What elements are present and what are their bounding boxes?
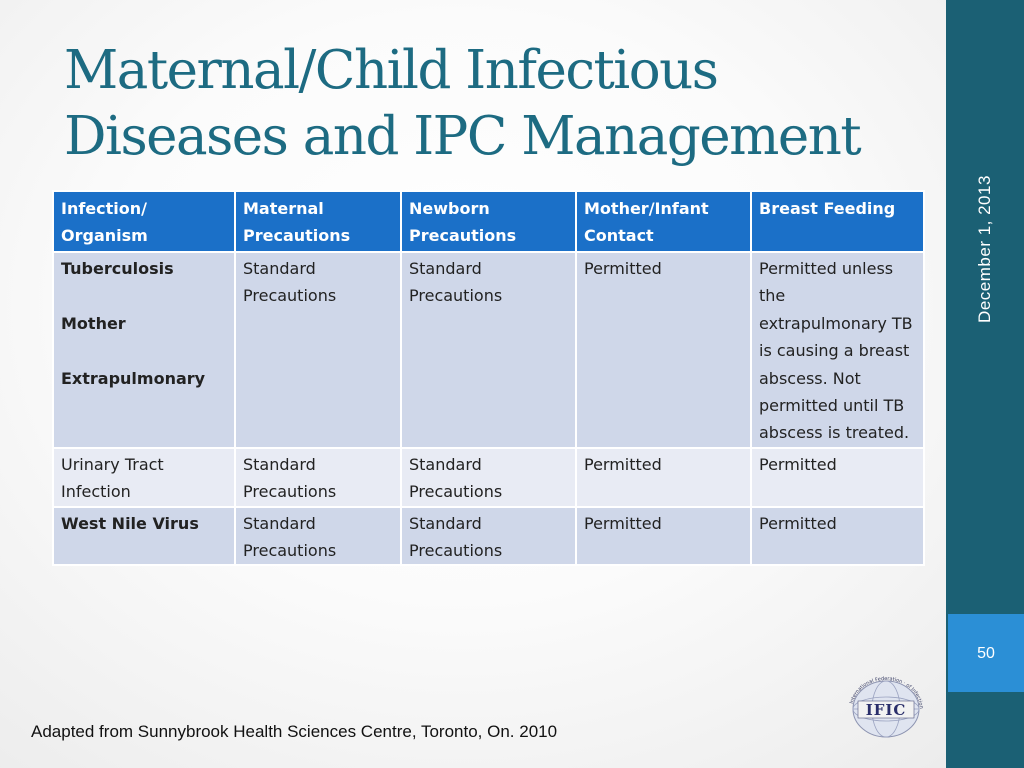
cell-line: Standard: [409, 259, 482, 278]
logo-ring-text: International Federation · of Infection: [848, 676, 925, 710]
contact-cell: [576, 252, 751, 448]
ipc-management-table: [52, 190, 925, 566]
maternal-cell: [235, 507, 401, 566]
cell-line: Precautions: [243, 482, 337, 502]
ific-logo-graphic: [838, 676, 934, 740]
organism-cell: [53, 252, 235, 448]
cell-line: the: [759, 286, 786, 306]
newborn-cell: [401, 448, 576, 507]
breastfeeding-cell: [751, 252, 924, 448]
maternal-cell: [235, 252, 401, 448]
ific-logo: [838, 676, 934, 740]
cell-line: Permitted: [584, 454, 662, 474]
header-line: Infection/: [61, 199, 147, 218]
cell-line: Mother: [61, 313, 126, 333]
logo-text: IFIC: [865, 701, 907, 719]
header-line: Maternal: [243, 199, 324, 218]
header-line: Mother/Infant: [584, 199, 709, 218]
header-line: Precautions: [409, 226, 517, 246]
header-organism: [53, 191, 235, 252]
header-maternal: [235, 191, 401, 252]
cell-line: abscess is treated.: [759, 423, 910, 443]
cell-line: Urinary Tract: [61, 454, 164, 474]
cell-line: West Nile Virus: [61, 513, 199, 533]
organism-cell: [53, 448, 235, 507]
slide-title: Maternal/Child Infectious Diseases and IPC Management: [64, 40, 861, 167]
newborn-cell: [401, 252, 576, 448]
breastfeeding-cell: [751, 507, 924, 566]
cell-line: Extrapulmonary: [61, 368, 206, 388]
header-line: Breast Feeding: [759, 199, 896, 218]
cell-line: [61, 282, 228, 309]
cell-line: Precautions: [409, 482, 503, 502]
table-row: [53, 507, 924, 566]
slide-date: December 1, 2013: [975, 175, 994, 323]
header-line: Contact: [584, 226, 654, 246]
cell-line: abscess. Not: [759, 368, 861, 388]
source-note: Adapted from Sunnybrook Health Sciences Centre, Toronto, On. 2010: [31, 722, 558, 741]
cell-line: Permitted unless: [759, 259, 894, 278]
table-header-row: [53, 191, 924, 252]
header-contact: [576, 191, 751, 252]
breastfeeding-cell: [751, 448, 924, 507]
cell-line: permitted until TB: [759, 396, 905, 416]
organism-cell: [53, 507, 235, 566]
header-newborn: [401, 191, 576, 252]
cell-line: Precautions: [243, 286, 337, 306]
table-row: [53, 448, 924, 507]
cell-line: Precautions: [409, 541, 503, 561]
cell-line: Precautions: [409, 286, 503, 306]
cell-line: Permitted: [584, 259, 662, 278]
cell-line: is causing a breast: [759, 341, 910, 361]
cell-line: Tuberculosis: [61, 259, 174, 278]
header-line: Newborn: [409, 199, 490, 218]
cell-line: Standard: [243, 259, 316, 278]
contact-cell: [576, 448, 751, 507]
cell-line: Standard: [243, 454, 316, 474]
cell-line: Standard: [409, 513, 482, 533]
newborn-cell: [401, 507, 576, 566]
cell-line: [61, 337, 228, 364]
cell-line: Permitted: [759, 454, 837, 474]
cell-line: extrapulmonary TB: [759, 313, 913, 333]
cell-line: Permitted: [759, 513, 837, 533]
cell-line: Permitted: [584, 513, 662, 533]
cell-line: Standard: [243, 513, 316, 533]
header-breastfeeding: [751, 191, 924, 252]
table-row: [53, 252, 924, 448]
cell-line: Infection: [61, 482, 131, 502]
header-line: Precautions: [243, 226, 351, 246]
page-number-box: [948, 614, 1024, 692]
maternal-cell: [235, 448, 401, 507]
header-line: Organism: [61, 226, 148, 246]
contact-cell: [576, 507, 751, 566]
page-number: 50: [977, 645, 995, 662]
cell-line: Standard: [409, 454, 482, 474]
cell-line: Precautions: [243, 541, 337, 561]
